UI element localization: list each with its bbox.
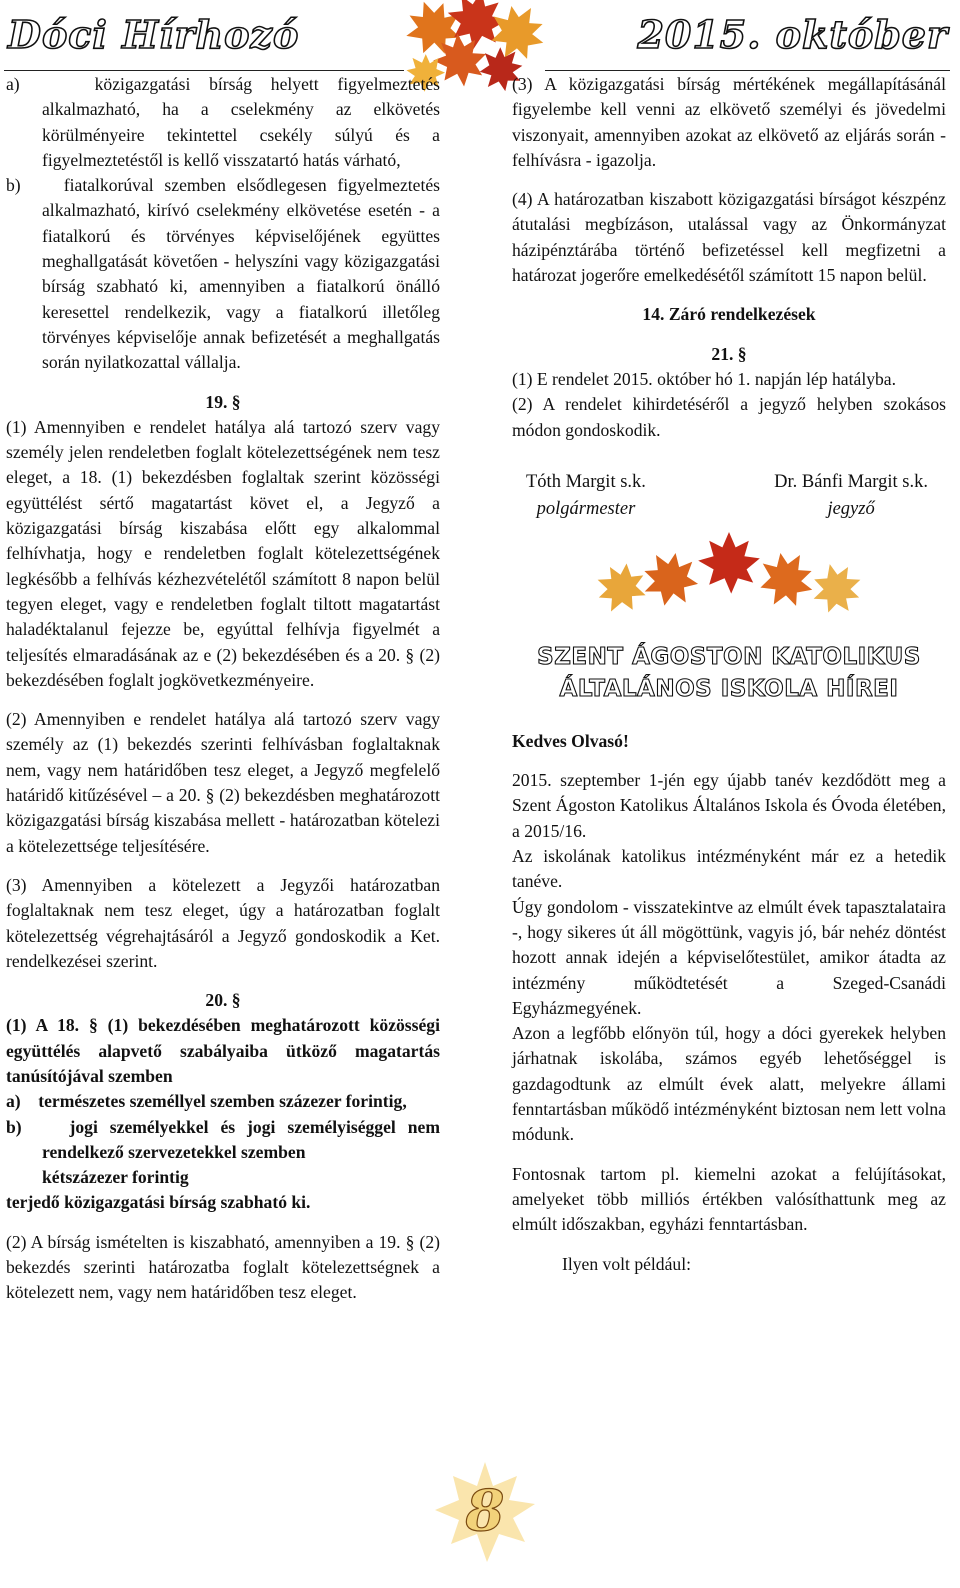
school-paragraph-6: Ilyen volt például: bbox=[562, 1253, 691, 1274]
list-item-a: a) közigazgatási bírság helyett figyelmeztetés alkalmazható, ha a cselekmény az elkövetés körülményeire tekintettel csekély súlyú és a figyelmeztetéstől is kellő visszatartó hatás várható, bbox=[6, 74, 440, 170]
school-paragraph-4: Azon a legfőbb előnyön túl, hogy a dóci gyerekek helyben járhatnak iskolába, számos egyéb lehetőséggel is gazdagodtunk az elmúlt évek alatt, melyekre állami fenntartásban működő intézményként biztosan nem lett volna módunk. bbox=[512, 1023, 946, 1145]
header-rule-right bbox=[545, 70, 950, 71]
section-19-paragraph-2: (2) Amennyiben e rendelet hatálya alá tartozó szerv vagy személy az (1) bekezdés szerinti felhívásban foglaltaknak nem, vagy nem határidőben tesz eleget, a Jegyző megfelelő határidő kitűzésével – a 20. § (2) bekezdésben meghatározott közigazgatási bírság kiszabása mellett - határozatban kötelezi a kötelezettsége teljesítésére. bbox=[6, 709, 440, 856]
section-20-paragraph-1: (1) A 18. § (1) bekezdésében meghatározott közösségi együttélés alapvető szabályaiba ütköző magatartás tanúsítójával szemben bbox=[6, 1015, 440, 1086]
right-column bbox=[512, 72, 946, 1277]
paragraph-3: (3) A közigazgatási bírság mértékének megállapításánál figyelembe kell venni az elkövető személyi és jövedelmi viszonyait, amennyiben azokat az elkövető az eljárás során - felhívásra - igazolja. bbox=[512, 74, 946, 170]
section-19-heading: 19. § bbox=[205, 391, 241, 412]
school-paragraph-1: 2015. szeptember 1-jén egy újabb tanév kezdődött meg a Szent Ágoston Katolikus Általános Iskola és Óvoda életében, a 2015/16. bbox=[512, 770, 946, 841]
school-paragraph-5: Fontosnak tartom pl. kiemelni azokat a felújításokat, amelyeket több milliós értékben valósíthattunk meg az elmúlt időszakban, egyházi fenntartásban. bbox=[512, 1163, 946, 1235]
section-20-closing: terjedő közigazgatási bírság szabható ki. bbox=[6, 1192, 311, 1213]
autumn-leaves-divider bbox=[579, 529, 879, 625]
page-number: 8 bbox=[465, 1478, 505, 1544]
section-20-heading: 20. § bbox=[205, 990, 241, 1011]
section-21-heading: 21. § bbox=[711, 343, 747, 364]
signature-mayor: Tóth Margit s.k. polgármester bbox=[526, 471, 646, 519]
header-rule-left bbox=[4, 70, 404, 71]
section-19-paragraph-1: (1) Amennyiben e rendelet hatálya alá tartozó szerv vagy személy jelen rendeletben foglalt kötelezettségének nem tesz eleget, a 18. (1) bekezdésben foglaltak szerint közösségi együttélést sértő magatartást követ el, a Jegyző a közigazgatási bírság kiszabása előtt egy alkalommal felhívhatja, hogy e rendeletben foglalt kötelezettségének legkésőbb a felhívás kézhezvételétől számított 8 napon belül tegyen eleget, vagy e rendeletben foglalt tiltott magatartást haladéktalanul fejezze be, egyúttal felhívja figyelmét a teljesítés elmaradásának az e (2) bekezdésében és a 20. § (2) bekezdésében foglalt jogkövetkezményeire. bbox=[6, 416, 440, 690]
section-21-paragraph-1: (1) E rendelet 2015. október hó 1. napján lép hatályba. bbox=[512, 368, 897, 389]
paragraph-4: (4) A határozatban kiszabott közigazgatási bírságot készpénz átutalási megbízáson, utalással vagy az Önkormányzat házipénztárába történő befizetéssel kell megfizetni a határozat jogerőre emelkedésétől számított 15 napon belül. bbox=[512, 189, 946, 286]
school-news-title-line-1: SZENT ÁGOSTON KATOLIKUS bbox=[537, 643, 921, 670]
school-paragraph-2: Az iskolának katolikus intézményként már ez a hetedik tanéve. bbox=[512, 846, 946, 892]
section-20-item-b: b) jogi személyekkel és jogi személyiséggel nem rendelkező szervezetekkel szemben bbox=[6, 1116, 441, 1162]
school-paragraph-3: Úgy gondolom - visszatekintve az elmúlt évek tapasztalataira -, hogy sikeres út áll mögöttünk, vagyis jó, bár nehéz döntést hozott annak idején a képviselőtestület, amikor átadta az intézmény működtetését a Szeged-Csanádi Egyházmegyének. bbox=[512, 896, 946, 1018]
section-19-paragraph-3: (3) Amennyiben a kötelezett a Jegyzői határozatban foglaltaknak nem tesz eleget, úgy a határozatban foglalt kötelezettség végrehajtásáról a Jegyző gondoskodik a Ket. rendelkezései szerint. bbox=[6, 874, 440, 971]
signature-notary: Dr. Bánfi Margit s.k. jegyző bbox=[774, 471, 928, 519]
masthead-title: Dóci Hírhozó bbox=[8, 12, 300, 57]
signatures bbox=[512, 469, 946, 523]
section-20-paragraph-2: (2) A bírság ismételten is kiszabható, amennyiben a 19. § (2) bekezdés szerinti határozatba foglalt kötelezettségnek a kötelezett nem, vagy nem határidőben tesz eleget. bbox=[6, 1231, 440, 1303]
left-column bbox=[6, 72, 440, 1306]
section-20-item-b-amount: kétszázezer forintig bbox=[42, 1167, 189, 1188]
closing-provisions-heading: 14. Záró rendelkezések bbox=[642, 304, 816, 325]
list-item-b: b) fiatalkorúval szemben elsődlegesen figyelmeztetés alkalmazható, kirívó cselekmény elkövetése esetén - a fiatalkorú és törvényes képviselőjének együttes meghallgatását követően - helyszíni vagy közigazgatási bírság szabható ki, amennyiben a fiatalkorú önálló keresettel rendelkezik, vagy a fiatalkorú illetőleg törvényes képviselője annak befizetését a meghallgatás során nyilatkozattal vállalja. bbox=[6, 175, 441, 373]
issue-date: 2015. október bbox=[637, 12, 948, 57]
school-news-title-line-2: ÁLTALÁNOS ISKOLA HÍREI bbox=[559, 675, 899, 702]
section-20-item-a: a) természetes személlyel szemben százezer forintig, bbox=[6, 1091, 407, 1112]
section-21-paragraph-2: (2) A rendelet kihirdetéséről a jegyző helyben szokásos módon gondoskodik. bbox=[512, 394, 946, 440]
page-number-badge bbox=[455, 1470, 525, 1560]
greeting: Kedves Olvasó! bbox=[512, 730, 629, 751]
